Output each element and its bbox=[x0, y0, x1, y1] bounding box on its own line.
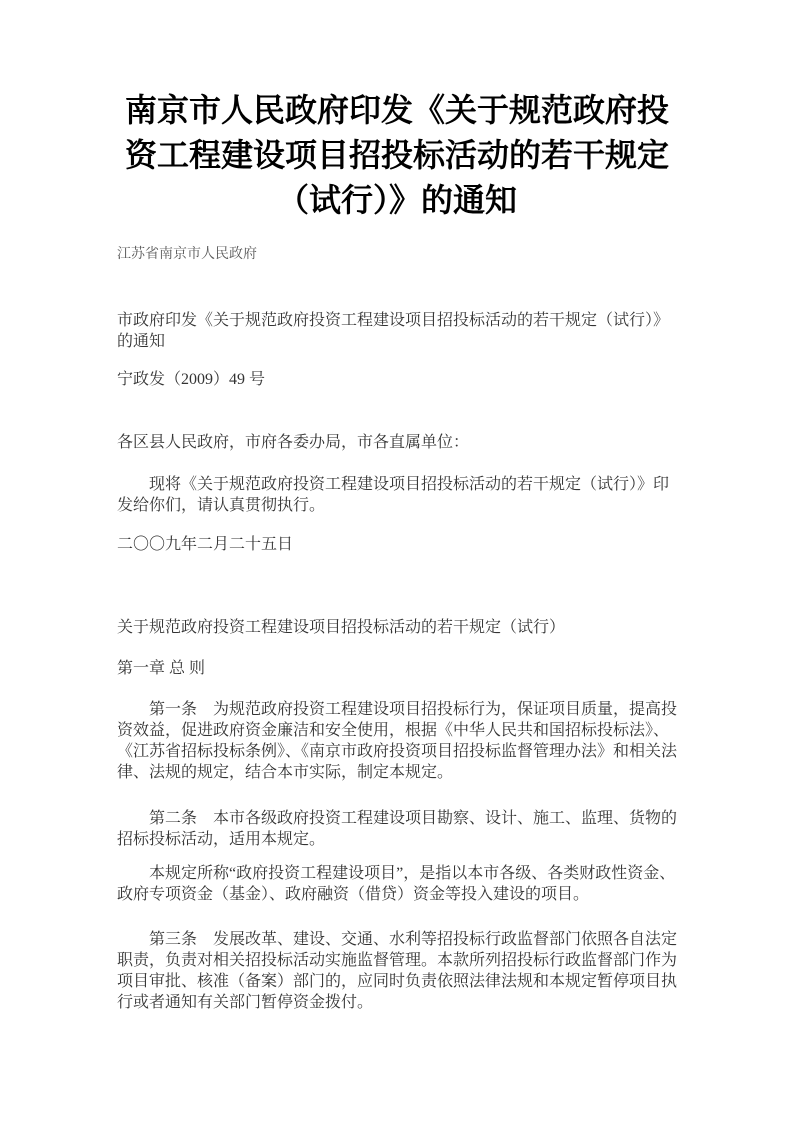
chapter-heading: 第一章 总 则 bbox=[117, 660, 206, 677]
document-number: 宁政发（2009）49 号 bbox=[117, 371, 266, 388]
issue-date: 二〇〇九年二月二十五日 bbox=[117, 536, 294, 553]
publisher-line: 江苏省南京市人民政府 bbox=[117, 247, 257, 262]
document-title: 南京市人民政府印发《关于规范政府投资工程建设项目招投标活动的若干规定（试行）》的通知 bbox=[124, 92, 669, 218]
article-2: 第二条 本市各级政府投资工程建设项目勘察、设计、施工、监理、货物的招标投标活动，适用本规定。 bbox=[117, 810, 678, 848]
regulation-title: 关于规范政府投资工程建设项目招投标活动的若干规定（试行） bbox=[117, 619, 566, 636]
notice-subtitle: 市政府印发《关于规范政府投资工程建设项目招投标活动的若干规定（试行）》的通知 bbox=[117, 312, 670, 350]
recipients-line: 各区县人民政府，市府各委办局，市各直属单位： bbox=[117, 434, 470, 451]
article-3: 第三条 发展改革、建设、交通、水利等招投标行政监督部门依照各自法定职责，负责对相关招投标活动实施监督管理。本款所列招投标行政监督部门作为项目审批、核准（备案）部门的，应同时负责依照法律法规和本规定暂停项目执行或者通知有关部门暂停资金拨付。 bbox=[117, 931, 678, 1011]
definition-paragraph: 本规定所称“政府投资工程建设项目”，是指以本市各级、各类财政性资金、政府专项资金（基金）、政府融资（借贷）资金等投入建设的项目。 bbox=[117, 865, 676, 903]
article-1: 第一条 为规范政府投资工程建设项目招投标行为，保证项目质量，提高投资效益，促进政府资金廉洁和安全使用，根据《中华人民共和国招标投标法》、《江苏省招标投标条例》、《南京市政府投资项目招投标监督管理办法》和相关法律、法规的规定，结合本市实际，制定本规定。 bbox=[117, 701, 678, 781]
forwarding-paragraph: 现将《关于规范政府投资工程建设项目招投标活动的若干规定（试行）》印发给你们，请认真贯彻执行。 bbox=[117, 476, 670, 514]
